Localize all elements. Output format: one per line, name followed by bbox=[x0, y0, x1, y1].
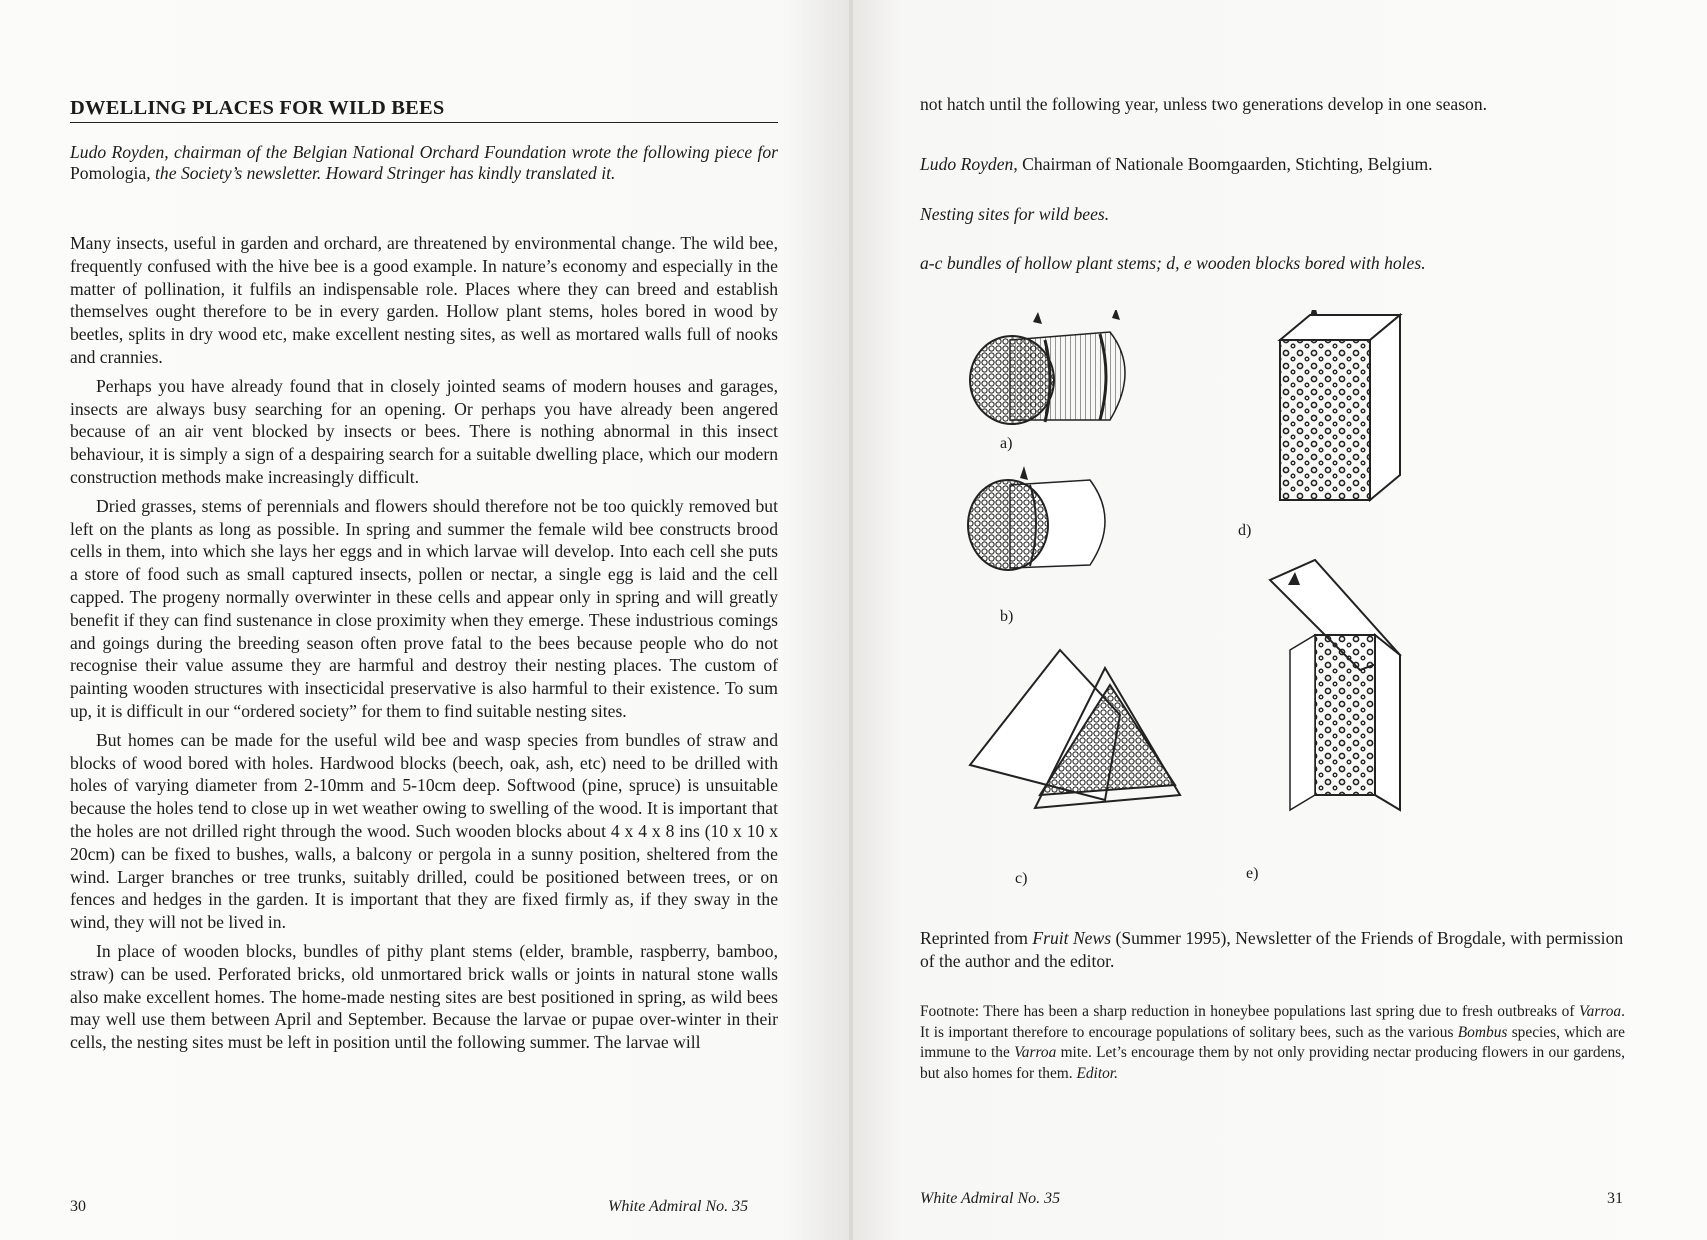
author-line bbox=[920, 154, 1632, 175]
nesting-sites-illustration bbox=[960, 310, 1520, 910]
bundle-b-drawing bbox=[968, 466, 1105, 570]
footnote-italic-4: Editor. bbox=[1076, 1064, 1118, 1082]
body-paragraph-1: Many insects, useful in garden and orchard, are threatened by environmental change. The wild bee, frequently confused with the hive bee is a good example. In nature’s economy and especially in the matter of pollination, it fulfils an indispensable role. Places where they can breed and establish themselves ought therefore to be in every garden. Hollow plant stems, holes bored in wood by beetles, splits in dry wood etc, make excellent nesting sites, as well as mortared walls full of nooks and crannies. bbox=[70, 233, 778, 367]
reprint-part2: (Summer 1995), Newsletter of the Friends of Brogdale, with permission of the author and the editor. bbox=[920, 928, 1624, 971]
footnote-italic-1: Varroa bbox=[1578, 1003, 1622, 1020]
footnote-text-4: mite. Let’s encourage them by not only providing nectar producing flowers in our gardens, but also homes for them. bbox=[920, 1044, 1625, 1082]
figure-label-b: b) bbox=[1000, 608, 1014, 625]
page-number-right: 31 bbox=[1607, 1190, 1623, 1207]
footnote-text-2: . It is important therefore to encourage populations of solitary bees, such as the various bbox=[920, 1003, 1625, 1041]
body-paragraph-2: Perhaps you have already found that in closely jointed seams of modern houses and garages, insects are always busy searching for an opening. Or perhaps you have already been angered because of an air vent blocked by insects or bees. There is nothing abnormal in this insect behaviour, it is simply a sign of a despairing search for a suitable dwelling place, which our modern construction methods make increasingly difficult. bbox=[70, 375, 778, 487]
body-paragraph-5: In place of wooden blocks, bundles of pithy plant stems (elder, bramble, raspberry, bamboo, straw) can be used. Perforated bricks, old unmortared brick walls or joints in natural stone walls also make excellent homes. The home-made nesting sites are best positioned in spring, as wild bees may well use them between April and September. Because the larvae or pupae over-winter in their cells, the nesting sites must be left in position until the following summer. The larvae will bbox=[70, 940, 778, 1053]
bundle-c-drawing bbox=[970, 650, 1180, 808]
footnote-text-1: Footnote: There has been a sharp reduction in honeybee populations last spring due to fresh outbreaks of bbox=[920, 1003, 1579, 1020]
article-intro bbox=[70, 142, 778, 184]
block-d-drawing bbox=[1280, 310, 1400, 500]
page-number-left: 30 bbox=[70, 1198, 86, 1215]
journal-name-right: White Admiral No. 35 bbox=[920, 1190, 1061, 1207]
body-paragraph-3: Dried grasses, stems of perennials and flowers should therefore not be too quickly removed but left on the plants as long as possible. In spring and summer the female wild bee constructs brood cells in them, into which she lays her eggs and in which larvae will develop. Into each cell she puts a store of food such as small captured insects, pollen or nectar, a single egg is laid and the cell capped. The progeny normally overwinter in these cells and appear only in spring and will greatly benefit if they can find sustenance in close proximity when they emerge. These industrious comings and goings during the breeding season often prove fatal to the bees because people who do not recognise their value assume they are harmful and destroy their nesting places. The custom of painting wooden structures with insecticidal preservative is also harmful to their existence. To sum up, it is difficult in our “ordered society” for them to find suitable nesting sites. bbox=[70, 495, 778, 721]
figure-label-c: c) bbox=[1015, 870, 1028, 887]
article-title: DWELLING PLACES FOR WILD BEES bbox=[70, 97, 778, 123]
figure-label-e: e) bbox=[1246, 865, 1259, 882]
reprint-part1: Reprinted from bbox=[920, 928, 1033, 948]
body-paragraph-4: But homes can be made for the useful wild bee and wasp species from bundles of straw and blocks of wood bored with holes. Hardwood blocks (beech, oak, ash, etc) need to be drilled with holes of varying diameter from 2-10mm and 5-10cm deep. Softwood (pine, spruce) is unsuitable because the holes tend to close up in wet weather owing to swelling of the wood. It is important that the holes are not drilled right through the wood. Such wooden blocks about 4 x 4 x 8 ins (10 x 10 x 20cm) can be fixed to bushes, walls, a balcony or pergola in a sunny position, sheltered from the wind. Larger branches or tree trunks, suitably drilled, could be positioned between trees, or on fences and hedges in the garden. It is important that they are fixed firmly as, if they sway in the wind, they will not be lived in. bbox=[70, 729, 778, 933]
bundle-a-drawing bbox=[970, 310, 1125, 424]
author-name: Ludo Royden bbox=[920, 154, 1014, 174]
figure-title: Nesting sites for wild bees. bbox=[920, 204, 1110, 224]
block-e-drawing bbox=[1270, 560, 1400, 810]
reprint-note bbox=[920, 927, 1632, 973]
article-body bbox=[70, 232, 778, 1060]
footnote-text-3: species, which are immune to the bbox=[920, 1023, 1626, 1061]
intro-part1: Ludo Royden, chairman of the Belgian National Orchard Foundation wrote the following piece for bbox=[70, 142, 778, 162]
figure-label-d: d) bbox=[1238, 522, 1252, 539]
continuation-text: not hatch until the following year, unless two generations develop in one season. bbox=[920, 94, 1488, 114]
intro-part2: , the Society’s newsletter. Howard Stringer has kindly translated it. bbox=[146, 163, 616, 183]
figure-label-a: a) bbox=[1000, 435, 1013, 452]
author-role: , Chairman of Nationale Boomgaarden, Stichting, Belgium. bbox=[1013, 154, 1433, 174]
journal-name-left: White Admiral No. 35 bbox=[608, 1198, 749, 1215]
page-gutter bbox=[849, 0, 853, 1240]
reprint-source: Fruit News bbox=[1032, 928, 1112, 948]
editor-footnote bbox=[920, 1002, 1625, 1084]
footnote-italic-3: Varroa bbox=[1014, 1044, 1057, 1061]
intro-newsletter: Pomologia bbox=[70, 163, 147, 183]
footnote-italic-2: Bombus bbox=[1457, 1023, 1508, 1041]
figure-caption: a-c bundles of hollow plant stems; d, e wooden blocks bored with holes. bbox=[920, 253, 1426, 273]
